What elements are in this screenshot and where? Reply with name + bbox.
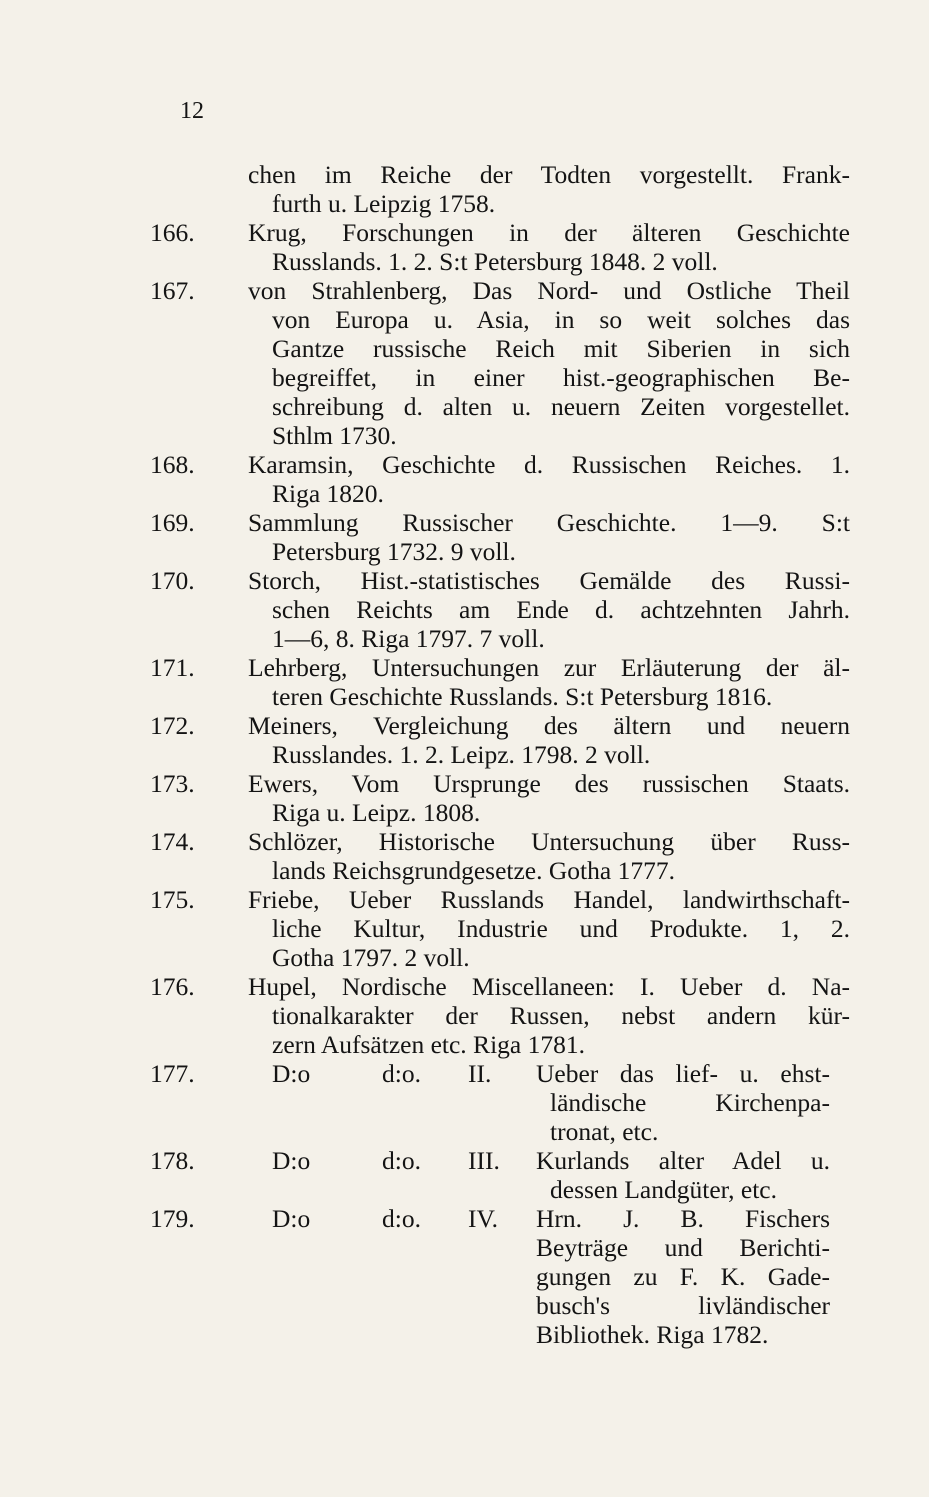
entry-number: 176. xyxy=(150,972,195,1001)
list-item xyxy=(150,276,850,450)
entry-line: Kurlands alter Adel u. xyxy=(536,1146,830,1175)
entry-line: Riga u. Leipz. 1808. xyxy=(272,798,481,827)
entry-line: liche Kultur, Industrie und Produkte. 1, 2. xyxy=(272,914,850,943)
list-item xyxy=(150,972,850,1059)
entry-line: Sammlung Russischer Geschichte. 1—9. S:t xyxy=(248,508,850,537)
entry-line: Hupel, Nordische Miscellaneen: I. Ueber d. Na- xyxy=(248,972,850,1001)
entry-line: Gantze russische Reich mit Siberien in sich xyxy=(272,334,850,363)
volume-numeral: IV. xyxy=(468,1204,498,1233)
bibliography-list xyxy=(150,160,850,1349)
entry-description xyxy=(536,1146,830,1204)
ditto-mark: d:o. xyxy=(382,1204,421,1233)
entry-number: 172. xyxy=(150,711,195,740)
entry-line: von Strahlenberg, Das Nord- und Ostliche Theil xyxy=(248,276,850,305)
list-item xyxy=(150,1204,850,1349)
entry-description xyxy=(536,1204,830,1349)
entry-line: Krug, Forschungen in der älteren Geschichte xyxy=(248,218,850,247)
entry-line: Friebe, Ueber Russlands Handel, landwirthschaft- xyxy=(248,885,850,914)
entry-line: Schlözer, Historische Untersuchung über Russ- xyxy=(248,827,850,856)
entry-line: Lehrberg, Untersuchungen zur Erläuterung der äl- xyxy=(248,653,850,682)
entry-number: 174. xyxy=(150,827,195,856)
entry-line: Riga 1820. xyxy=(272,479,384,508)
entry-number: 175. xyxy=(150,885,195,914)
entry-line: Bibliothek. Riga 1782. xyxy=(536,1320,769,1349)
entry-line: Ewers, Vom Ursprunge des russischen Staats. xyxy=(248,769,850,798)
entry-line: Meiners, Vergleichung des ältern und neuern xyxy=(248,711,850,740)
entry-line: von Europa u. Asia, in so weit solches das xyxy=(272,305,850,334)
ditto-mark: D:o xyxy=(272,1146,311,1175)
entry-line: tronat, etc. xyxy=(550,1117,659,1146)
volume-numeral: III. xyxy=(468,1146,500,1175)
entry-number: 168. xyxy=(150,450,195,479)
entry-line: 1—6, 8. Riga 1797. 7 voll. xyxy=(272,624,545,653)
entry-line: schen Reichts am Ende d. achtzehnten Jahrh. xyxy=(272,595,850,624)
page-number: 12 xyxy=(180,98,204,124)
volume-numeral: II. xyxy=(468,1059,492,1088)
entry-number: 173. xyxy=(150,769,195,798)
entry-line: ländische Kirchenpa- xyxy=(550,1088,830,1117)
entry-line: furth u. Leipzig 1758. xyxy=(272,189,496,218)
list-item xyxy=(150,769,850,827)
entry-line: gungen zu F. K. Gade- xyxy=(536,1262,830,1291)
list-item xyxy=(150,1059,850,1146)
entry-line: busch's livländischer xyxy=(536,1291,830,1320)
entry-number: 169. xyxy=(150,508,195,537)
entry-line: chen im Reiche der Todten vorgestellt. Frank- xyxy=(248,160,850,189)
entry-line: zern Aufsätzen etc. Riga 1781. xyxy=(272,1030,585,1059)
entry-line: Sthlm 1730. xyxy=(272,421,397,450)
entry-line: Hrn. J. B. Fischers xyxy=(536,1204,830,1233)
ditto-mark: d:o. xyxy=(382,1059,421,1088)
entry-line: lands Reichsgrundgesetze. Gotha 1777. xyxy=(272,856,675,885)
entry-line: Ueber das lief- u. ehst- xyxy=(536,1059,830,1088)
entry-line: dessen Landgüter, etc. xyxy=(550,1175,777,1204)
list-item xyxy=(150,450,850,508)
entry-number: 178. xyxy=(150,1146,195,1175)
ditto-mark: D:o xyxy=(272,1059,311,1088)
ditto-mark: d:o. xyxy=(382,1146,421,1175)
entry-line: Russlandes. 1. 2. Leipz. 1798. 2 voll. xyxy=(272,740,651,769)
list-item xyxy=(150,711,850,769)
entry-line: Karamsin, Geschichte d. Russischen Reiches. 1. xyxy=(248,450,850,479)
entry-number: 179. xyxy=(150,1204,195,1233)
list-item xyxy=(150,508,850,566)
entry-number: 171. xyxy=(150,653,195,682)
list-item xyxy=(150,566,850,653)
list-item xyxy=(150,218,850,276)
entry-number: 177. xyxy=(150,1059,195,1088)
entry-number: 167. xyxy=(150,276,195,305)
entry-line: Petersburg 1732. 9 voll. xyxy=(272,537,516,566)
list-item xyxy=(150,653,850,711)
entry-line: Russlands. 1. 2. S:t Petersburg 1848. 2 voll. xyxy=(272,247,718,276)
entry-line: schreibung d. alten u. neuern Zeiten vorgestellet. xyxy=(272,392,850,421)
entry-line: Beyträge und Berichti- xyxy=(536,1233,830,1262)
entry-line: begreiffet, in einer hist.-geographischen Be- xyxy=(272,363,850,392)
entry-line: tionalkarakter der Russen, nebst andern kür- xyxy=(272,1001,850,1030)
entry-number: 170. xyxy=(150,566,195,595)
list-item xyxy=(150,160,850,218)
list-item xyxy=(150,827,850,885)
ditto-mark: D:o xyxy=(272,1204,311,1233)
entry-line: Gotha 1797. 2 voll. xyxy=(272,943,470,972)
entry-line: teren Geschichte Russlands. S:t Petersburg 1816. xyxy=(272,682,773,711)
entry-number: 166. xyxy=(150,218,195,247)
list-item xyxy=(150,885,850,972)
list-item xyxy=(150,1146,850,1204)
entry-line: Storch, Hist.-statistisches Gemälde des Russi- xyxy=(248,566,850,595)
entry-description xyxy=(536,1059,830,1146)
